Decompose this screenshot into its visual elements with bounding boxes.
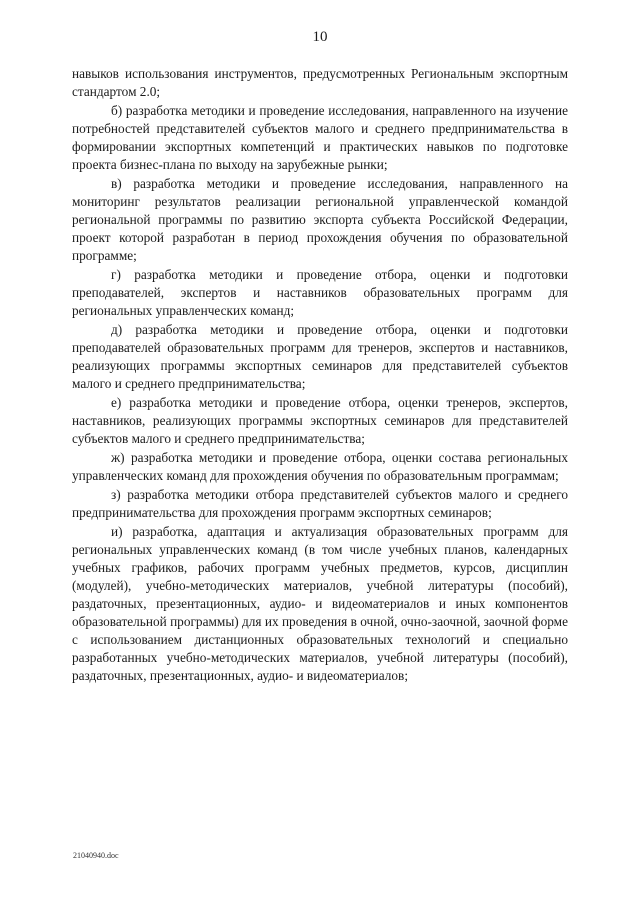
paragraph-continuation: навыков использования инструментов, предусмотренных Региональным экспортным стандартом 2.0; bbox=[72, 66, 568, 99]
page-number: 10 bbox=[312, 29, 328, 45]
paragraph-item-i: и) разработка, адаптация и актуализация образовательных программ для региональных управленческих команд (в том числе учебных планов, календарных учебных графиков, рабочих программ учебных предметов, курсов, дисциплин (модулей), учебно-методических материалов, учебной литературы (пособий), раздаточных, презентационных, аудио- и видеоматериалов и иных компонентов образовательной программы) для их проведения в очной, очно-заочной, заочной форме с использованием дистанционных образовательных технологий и специально разработанных учебно-методических материалов, учебной литературы (пособий), раздаточных, презентационных, аудио- и видеоматериалов; bbox=[72, 524, 568, 683]
paragraph-item-g: г) разработка методики и проведение отбора, оценки и подготовки преподавателей, экспертов и наставников образовательных программ для региональных управленческих команд; bbox=[72, 267, 568, 318]
paragraph-item-b: б) разработка методики и проведение исследования, направленного на изучение потребностей представителей субъектов малого и среднего предпринимательства в формировании экспортных компетенций и практических навыков по подготовке проекта бизнес-плана по выходу на зарубежные рынки; bbox=[72, 103, 568, 172]
paragraph-item-e: е) разработка методики и проведение отбора, оценки тренеров, экспертов, наставников, реализующих программы экспортных семинаров для представителей субъектов малого и среднего предпринимательства; bbox=[72, 395, 568, 446]
document-file-reference: 21040940.doc bbox=[73, 851, 119, 860]
document-body bbox=[72, 65, 568, 686]
paragraph-item-zh: ж) разработка методики и проведение отбора, оценки состава региональных управленческих команд для прохождения обучения по образовательным программам; bbox=[72, 450, 568, 483]
paragraph-item-z: з) разработка методики отбора представителей субъектов малого и среднего предпринимательства для прохождения программ экспортных семинаров; bbox=[72, 487, 568, 520]
paragraph-item-v: в) разработка методики и проведение исследования, направленного на мониторинг результатов реализации региональной управленческой командой региональной программы по развитию экспорта субъекта Российской Федерации, проект которой разработан в период прохождения обучения по образовательной программе; bbox=[72, 176, 568, 263]
paragraph-item-d: д) разработка методики и проведение отбора, оценки и подготовки преподавателей образовательных программ для тренеров, экспертов и наставников, реализующих программы экспортных семинаров для представителей субъектов малого и среднего предпринимательства; bbox=[72, 322, 568, 391]
